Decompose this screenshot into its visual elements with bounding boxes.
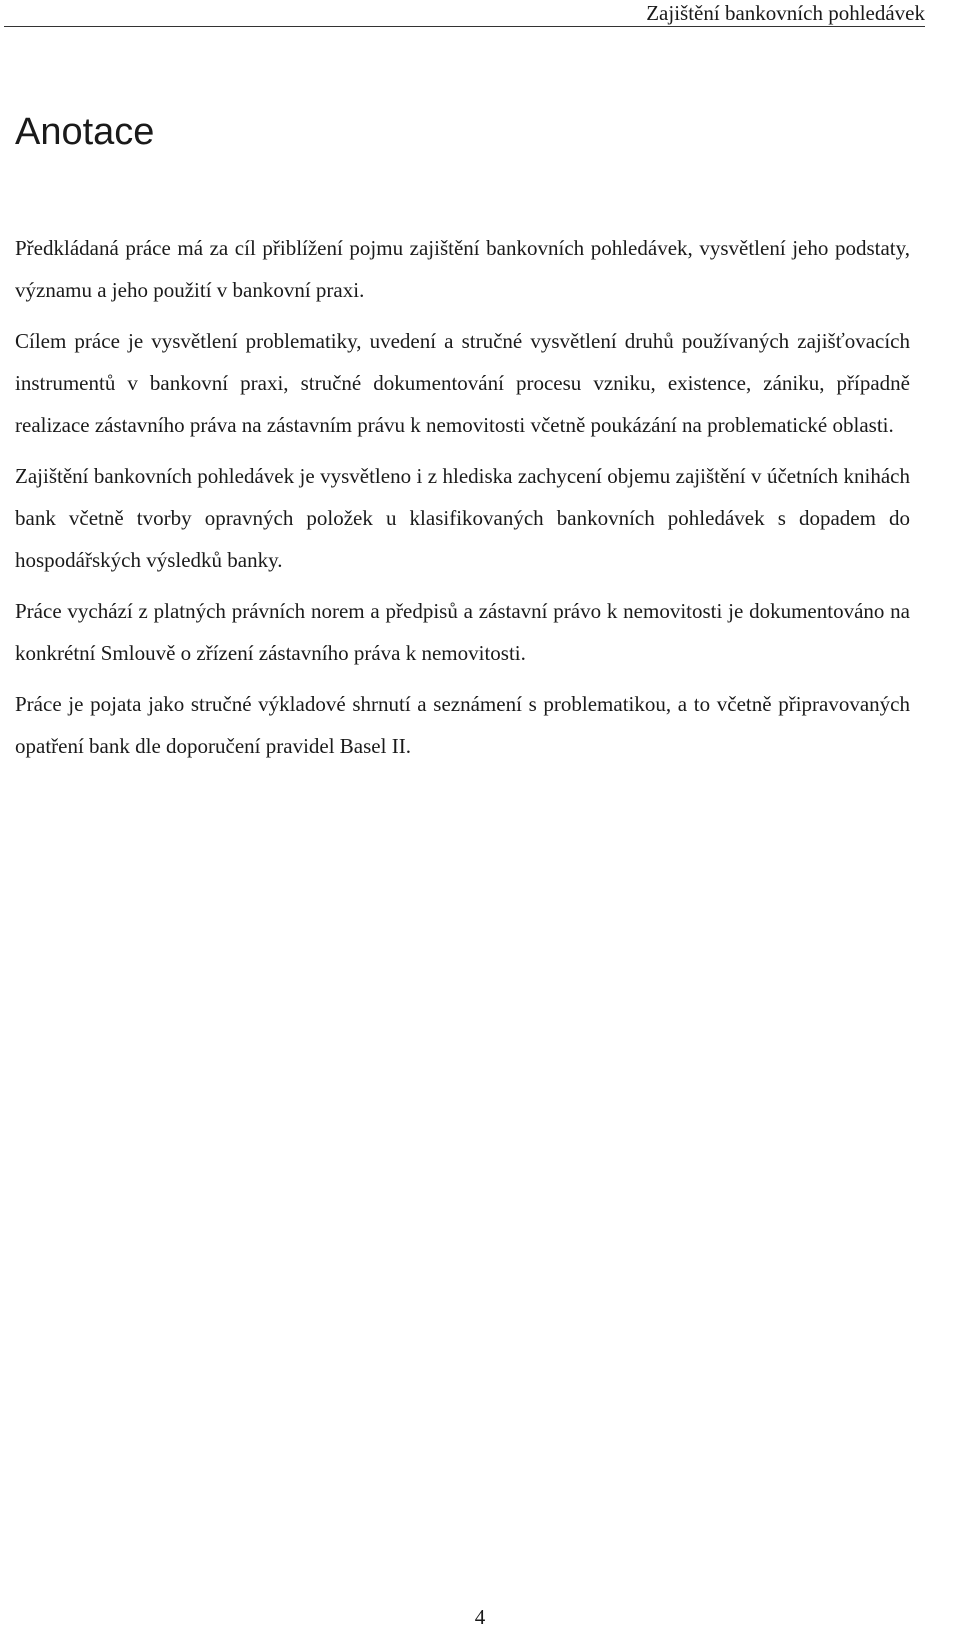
abstract-paragraph-1: Předkládaná práce má za cíl přiblížení pojmu zajištění bankovních pohledávek, vysvětlení jeho podstaty, významu a jeho použití v bankovní praxi. <box>15 236 910 302</box>
abstract-body <box>15 227 910 776</box>
page-title: Anotace <box>15 111 155 153</box>
abstract-paragraph-2: Cílem práce je vysvětlení problematiky, uvedení a stručné vysvětlení druhů používaných zajišťovacích instrumentů v bankovní praxi, stručné dokumentování procesu vzniku, existence, zániku, případně realizace zástavního práva na zástavním právu k nemovitosti včetně poukázání na problematické oblasti. <box>15 329 910 437</box>
page-number: 4 <box>474 1605 486 1629</box>
running-header: Zajištění bankovních pohledávek <box>4 0 925 27</box>
abstract-paragraph-3: Zajištění bankovních pohledávek je vysvětleno i z hlediska zachycení objemu zajištění v účetních knihách bank včetně tvorby opravných položek u klasifikovaných bankovních pohledávek s dopadem do hospodářských výsledků banky. <box>15 464 910 572</box>
abstract-paragraph-5: Práce je pojata jako stručné výkladové shrnutí a seznámení s problematikou, a to včetně připravovaných opatření bank dle doporučení pravidel Basel II. <box>15 692 910 758</box>
abstract-paragraph-4: Práce vychází z platných právních norem a předpisů a zástavní právo k nemovitosti je dokumentováno na konkrétní Smlouvě o zřízení zástavního práva k nemovitosti. <box>15 599 910 665</box>
